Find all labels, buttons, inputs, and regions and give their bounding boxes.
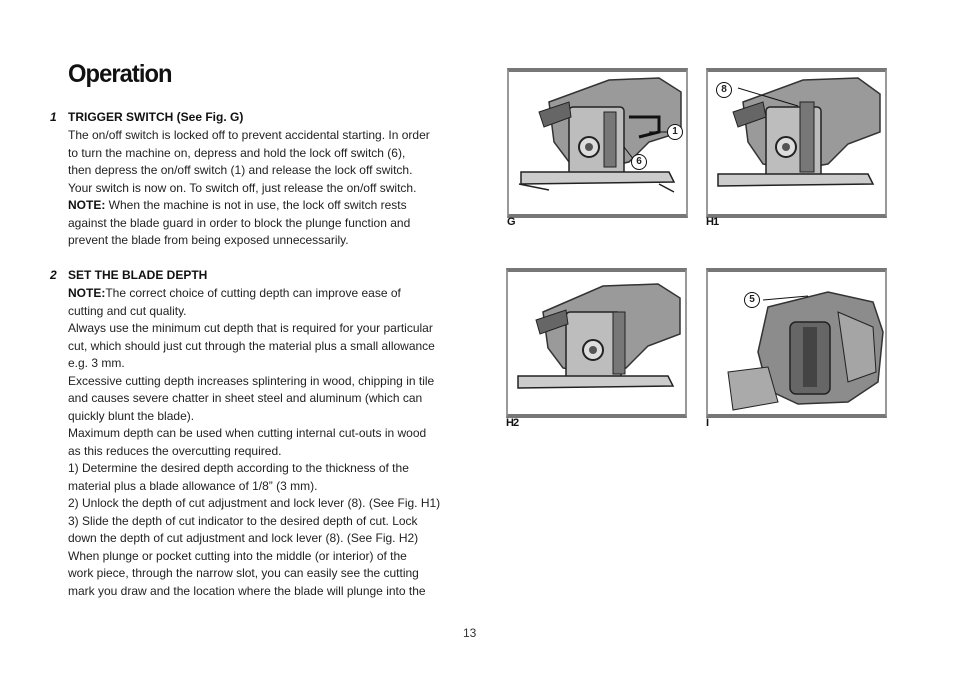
callout-8: 8: [716, 82, 732, 98]
text-line: cut, which should just cut through the material plus a small allowance: [68, 338, 435, 353]
saw-illustration: [708, 272, 885, 414]
text-line: The on/off switch is locked off to prevent accidental starting. In order: [68, 128, 430, 142]
figure-h1: [706, 68, 887, 218]
text-line: down the depth of cut adjustment and lock lever (8). (See Fig. H2): [68, 531, 419, 545]
text-line: prevent the blade from being exposed unnecessarily.: [68, 233, 349, 247]
text-line: material plus a blade allowance of 1/8” (3 mm).: [68, 478, 318, 493]
text-line: work piece, through the narrow slot, you can easily see the cutting: [68, 566, 419, 580]
figure-g-label: G: [507, 216, 515, 228]
text-line: Maximum depth can be used when cutting internal cut-outs in wood: [68, 426, 427, 440]
note-text: When the machine is not in use, the lock off switch rests: [105, 198, 407, 212]
text-line: 2) Unlock the depth of cut adjustment and lock lever (8). (See Fig. H1): [68, 496, 441, 510]
section-2-number: 2: [50, 268, 57, 282]
text-line: and causes severe chatter in sheet steel and aluminum (which can: [68, 391, 423, 405]
text-line: 3) Slide the depth of cut indicator to the desired depth of cut. Lock: [68, 513, 418, 528]
note-line: [68, 197, 453, 215]
note-label: NOTE:: [68, 286, 106, 300]
text-line: quickly blunt the blade).: [68, 408, 195, 423]
figure-h2: [506, 268, 687, 418]
saw-illustration: [509, 72, 686, 214]
note-line: [68, 285, 453, 303]
text-line: mark you draw and the location where the blade will plunge into the: [68, 583, 426, 598]
callout-5: 5: [744, 292, 760, 308]
page-title: Operation: [68, 60, 172, 88]
figure-h1-label: H1: [706, 216, 719, 228]
section-2-body: [68, 285, 453, 600]
text-line: Your switch is now on. To switch off, just release the on/off switch.: [68, 180, 417, 195]
text-line: to turn the machine on, depress and hold the lock off switch (6),: [68, 145, 406, 160]
note-label: NOTE:: [68, 198, 106, 212]
callout-6: 6: [631, 154, 647, 170]
text-line: against the blade guard in order to block the plunge function and: [68, 215, 411, 230]
figure-h2-label: H2: [506, 417, 519, 429]
figure-g: [507, 68, 688, 218]
section-2-heading: SET THE BLADE DEPTH: [68, 268, 208, 282]
text-line: Always use the minimum cut depth that is required for your particular: [68, 321, 433, 335]
text-line: 1) Determine the desired depth according to the thickness of the: [68, 461, 409, 475]
figure-i: [706, 268, 887, 418]
saw-illustration: [508, 272, 685, 414]
saw-illustration: [708, 72, 885, 214]
section-1-number: 1: [50, 110, 57, 124]
section-1-heading: TRIGGER SWITCH (See Fig. G): [68, 110, 244, 124]
callout-1: 1: [667, 124, 683, 140]
text-line: then depress the on/off switch (1) and release the lock off switch.: [68, 163, 413, 177]
text-line: as this reduces the overcutting required.: [68, 443, 282, 458]
page-number: 13: [463, 626, 477, 640]
section-1-body: [68, 127, 453, 250]
figure-i-label: I: [706, 417, 709, 429]
text-line: cutting and cut quality.: [68, 303, 187, 318]
text-line: Excessive cutting depth increases splintering in wood, chipping in tile: [68, 373, 435, 388]
text-line: e.g. 3 mm.: [68, 356, 125, 370]
note-text: The correct choice of cutting depth can improve ease of: [105, 286, 401, 300]
text-line: When plunge or pocket cutting into the middle (or interior) of the: [68, 548, 407, 563]
